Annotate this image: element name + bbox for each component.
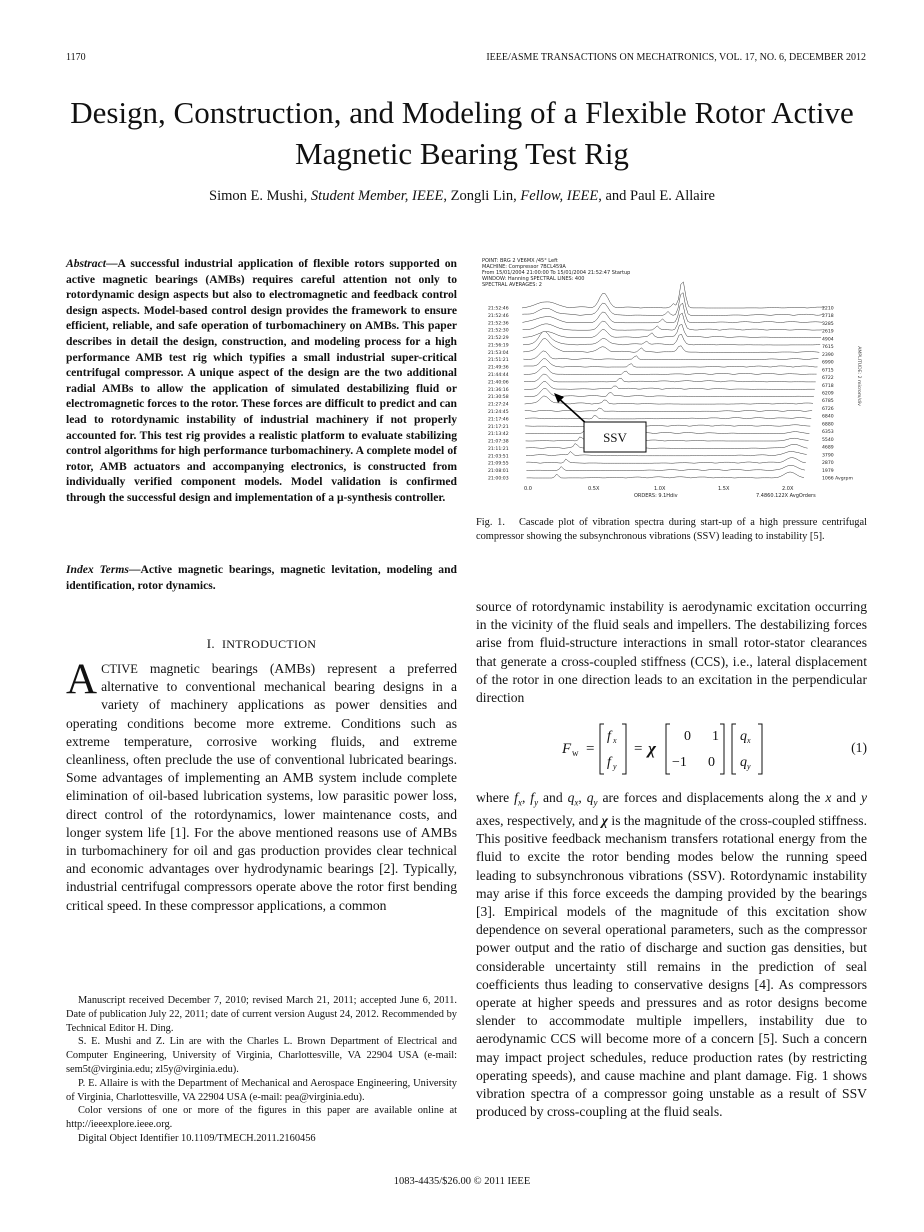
speed-label: 2718	[822, 314, 834, 320]
equation-svg	[476, 720, 816, 778]
x-tick-label: 1.5X	[718, 486, 730, 492]
spectrum-line	[524, 382, 815, 390]
speed-label: 6990	[822, 360, 834, 366]
time-label: 21:52:29	[488, 336, 509, 342]
time-label: 21:13:42	[488, 432, 509, 438]
index-terms-text: —Active magnetic bearings, magnetic levitation, modeling and identification, rotor dynamics.	[66, 563, 457, 592]
author-1: Simon E. Mushi,	[209, 188, 308, 204]
speed-label: 5540	[822, 437, 834, 443]
time-label: 21:09:55	[488, 461, 509, 467]
eq-equals-2: =	[634, 741, 643, 757]
spectrum-line	[525, 415, 811, 419]
time-label: 21:51:21	[488, 358, 509, 364]
speed-label: 6880	[822, 422, 834, 428]
text-run: are forces and displacements along the	[597, 790, 826, 805]
time-label: 21:52:30	[488, 328, 509, 334]
spectrum-line	[523, 324, 821, 337]
time-label: 21:52:36	[488, 321, 509, 327]
footnote-color: Color versions of one or more of the figures in this paper are available online at http://ieeexplore.ieee.org.	[66, 1105, 457, 1131]
running-head	[66, 52, 866, 66]
speed-label: 2870	[822, 461, 834, 467]
x-tick-label: 0.5X	[588, 486, 600, 492]
plot-header-line: From 15/01/2004 21:00:00 To 15/01/2004 21:52:47 Startup	[482, 270, 631, 276]
spectrum-line	[525, 396, 813, 404]
page-number: 1170	[66, 52, 86, 63]
time-label: 21:44:44	[488, 373, 509, 379]
abstract	[66, 256, 457, 506]
speed-label: 6718	[822, 383, 834, 389]
speed-label: 6785	[822, 399, 834, 405]
eq-q-bottom: q	[740, 755, 747, 770]
speed-label: 2390	[822, 352, 834, 358]
time-label: 21:40:06	[488, 380, 509, 386]
x-tick-label: 2.0X	[782, 486, 794, 492]
eq-m12: 1	[712, 729, 719, 744]
speed-label: 2210	[822, 306, 834, 312]
plot-header-line: POINT: BRG 2 VE6MX /45° Left	[482, 258, 558, 264]
math-var: x	[825, 790, 832, 805]
text-run: and	[538, 790, 568, 805]
math-var: f	[514, 790, 518, 805]
x-tick-label: 1.0X	[654, 486, 666, 492]
index-terms	[66, 562, 457, 593]
math-var: q	[567, 790, 575, 805]
ssv-label: SSV	[603, 430, 627, 445]
author-1-role: Student Member, IEEE	[310, 188, 444, 204]
index-terms-label: Index Terms	[66, 563, 129, 576]
plot-header-line: WINDOW: Hanning SPECTRAL LINES: 400	[482, 276, 585, 282]
eq-lhs-sub: w	[572, 748, 579, 758]
speed-label: 7615	[822, 345, 834, 351]
speed-label: 3285	[822, 321, 834, 327]
time-label: 21:30:58	[488, 395, 509, 401]
time-label: 21:52:46	[488, 313, 509, 319]
x-tick-label: 0.0	[524, 486, 532, 492]
cascade-plot-svg	[478, 256, 864, 500]
math-sub: x	[574, 797, 579, 808]
figure-cascade-plot	[478, 256, 864, 500]
spectrum-line	[526, 452, 807, 456]
figure-caption	[476, 516, 867, 544]
author-line	[40, 188, 884, 205]
spectrum-line	[524, 359, 818, 367]
spectrum-line	[524, 388, 814, 396]
spectrum-line	[526, 437, 809, 441]
time-label: 21:49:36	[488, 365, 509, 371]
time-label: 21:27:24	[488, 402, 509, 408]
eq-m21: −1	[672, 755, 687, 770]
math-sub: x	[517, 797, 522, 808]
eq-f-bottom: f	[607, 755, 611, 770]
footnote-mushi-lin: S. E. Mushi and Z. Lin are with the Charles L. Brown Department of Electrical and Computer Engineering, University of Virginia, Charlottesville, VA 22904 USA (e-mail: sem5t@virginia.edu; zl5y@virginia.edu).	[66, 1036, 457, 1075]
plot-header-line: SPECTRAL AVERAGES: 2	[482, 282, 542, 288]
paper-title: Design, Construction, and Modeling of a Flexible Rotor Active Magnetic Bearing Test Rig	[70, 95, 854, 171]
eq-f-top-sub: x	[613, 736, 617, 745]
eq-m22: 0	[708, 755, 715, 770]
section-title: INTRODUCTION	[222, 637, 317, 651]
time-label: 21:07:38	[488, 439, 509, 445]
introduction-paragraph	[66, 656, 457, 915]
speed-label: 4689	[822, 445, 834, 451]
drop-cap: A	[66, 656, 98, 703]
speed-label: 4904	[822, 337, 834, 343]
math-sub: y	[593, 797, 598, 808]
caption-text: Cascade plot of vibration spectra during start-up of a high pressure centrifugal compressor showing the subsynchronous vibrations (SSV) leading to instability [5].	[476, 517, 867, 542]
text-run: axes, respectively, and	[476, 812, 602, 828]
speed-label: 6726	[822, 406, 834, 412]
abstract-text: —A successful industrial application of flexible rotors supported on active magnetic bearings (AMBs) requires careful attention not only to rotordynamic design aspects but also to electromagnetic and feedback control design aspects. Model-based control design provides the framework to ensure efficient, reliable, and safe operation of turbomachinery on AMBs. This paper describes in detail the design, construction, and modeling process for a high performance AMB test rig which typifies a small industrial super-critical centrifugal compressor. A unique aspect of the design are the two additional radial AMBs to allow the application of simulated destabilizing fluid or electromagnetic forces to the rotor. These forces are difficult to predict and can lead to rotordynamic instability of industrial machinery if not properly accounted for. This test rig provides a realistic platform to evaluate stabilizing control algorithms for high performance turbomachinery. A complete model of rotor, AMB actuators and accompanying electronics, is constructed from individually verified component models. Model validation is confirmed through the successful design and implementation of a μ-synthesis controller.	[66, 257, 457, 504]
copyright-footer: 1083-4435/$26.00 © 2011 IEEE	[393, 1176, 531, 1187]
eq-q-top-sub: x	[747, 736, 751, 745]
time-label: 21:11:21	[488, 446, 509, 452]
speed-label: 1066 Avgrpm	[822, 476, 853, 482]
text-run: where	[476, 790, 515, 805]
spectrum-line	[526, 458, 806, 464]
text-run: and	[831, 790, 861, 805]
spectrum-line	[525, 423, 810, 427]
plot-header-line: MACHINE: Compressor 7BCL459A	[482, 264, 566, 270]
time-label: 21:17:21	[488, 424, 509, 430]
math-var: q	[586, 790, 594, 805]
speed-label: 6840	[822, 414, 834, 420]
spectrum-line	[524, 366, 817, 374]
caption-label: Fig. 1.	[476, 517, 505, 528]
time-label: 21:53:04	[488, 350, 509, 356]
footnote-allaire: P. E. Allaire is with the Department of Mechanical and Aerospace Engineering, University of Virginia, Charlottesville, VA 22904 USA (e-mail: pea@virginia.edu).	[66, 1077, 457, 1103]
math-var: y	[860, 790, 867, 805]
spectrum-line	[526, 465, 805, 470]
spectrum-line	[524, 374, 816, 382]
abstract-label: Abstract	[66, 257, 106, 270]
spectrum-line	[526, 444, 808, 449]
eq-q-bottom-sub: y	[747, 762, 751, 771]
time-label: 21:52:46	[488, 306, 509, 312]
eq-f-top: f	[607, 729, 611, 744]
speed-label: 6353	[822, 430, 834, 436]
author-3: , and Paul E. Allaire	[598, 188, 715, 204]
section-numeral: I.	[206, 636, 215, 651]
time-label: 21:24:45	[488, 409, 509, 415]
spectrum-line	[525, 430, 809, 434]
footnotes	[66, 994, 457, 1146]
body-paragraph-2	[476, 789, 867, 1121]
text-run: is the magnitude of the cross-coupled stiffness. This positive feedback mechanism transfers rotational energy from the fluid to excite the rotor bending modes below the running speed leading to subsynchronous vibrations (SSV). Rotordynamic instability may arise if this force exceeds the damping provided by the bearings [3]. Empirical models of the magnitude of this excitation show dependence on several operational parameters, such as the compressor power output and the ratio of discharge and suction gas densities, but considerable uncertainty still remains in the prediction of seal coefficients thus leading to conservative designs [4]. As compressors operate at higher speeds and pressures and as rotor designs become slender to accommodate multiple impellers, instability due to aerodynamic CCS will become more of a concern [5]. Such a concern may impact project schedules, reduce production rates (by restricting operating speeds), and cause machine and plant damage. Fig. 1 shows vibration spectra of a compressor going unstable as a result of SSV produced by cross-coupling at the fluid seals.	[476, 812, 867, 1120]
eq-chi: χ	[648, 739, 656, 758]
speed-label: 6209	[822, 391, 834, 397]
spectrum-line	[523, 313, 822, 330]
speed-label: 3790	[822, 453, 834, 459]
section-heading	[66, 636, 457, 652]
speed-label: 6715	[822, 368, 834, 374]
spectrum-line	[527, 472, 804, 478]
equation-1	[476, 720, 867, 778]
spectrum-line	[525, 408, 812, 412]
eq-m11: 0	[684, 729, 691, 744]
footnote-doi: Digital Object Identifier 10.1109/TMECH.2011.2160456	[78, 1132, 316, 1144]
eq-q-top: q	[740, 729, 747, 744]
time-label: 21:03:51	[488, 454, 509, 460]
time-label: 21:56:19	[488, 343, 509, 349]
footnote-manuscript: Manuscript received December 7, 2010; revised March 21, 2011; accepted June 6, 2011. Date of publication July 22, 2011; date of current version August 24, 2012. Recommended by Technical Editor H. Ding.	[66, 995, 457, 1034]
speed-label: 2619	[822, 329, 834, 335]
body-paragraph-1: source of rotordynamic instability is aerodynamic excitation occurring in the vicinity of the fluid seals and impellers. The destabilizing forces arise from fluid-structure interactions in small rotor-stator clearances that generate a cross-coupled stiffness (CCS), i.e., lateral displacement of the rotor in one direction leads to an excitation in the perpendicular direction	[476, 599, 867, 706]
x-axis-footer: ORDERS: 9.1Hdiv	[634, 493, 678, 499]
time-label: 21:17:46	[488, 417, 509, 423]
intro-text: magnetic bearings (AMBs) represent a preferred alternative to conventional mechanical bearing designs in a variety of machinery applications as power densities and operating conditions become more extreme. Conditions such as extreme temperature, corrosive working fluids, and extreme cleanliness, often preclude the use of conventional lubricated bearings. Some advantages of implementing an AMB system include complete elimination of oil-based lubrication systems, low parasitic power loss, direct control of the rotordynamics, lower maintenance costs, and longer system life [1]. For the above mentioned reasons use of AMBs in turbomachinery for oil and gas production provides clear technical and economic advantages over hydrodynamic bearings [2]. Typically, industrial centrifugal compressors operate above the rotor first bending critical speed. In these compressor applications, a common	[66, 661, 457, 913]
amplitude-side-label: AMPLITUDE: 2 microm/div	[856, 346, 861, 406]
author-2-role: Fellow, IEEE	[520, 188, 599, 204]
intro-lead: CTIVE	[101, 662, 138, 676]
x-axis-footer-right: 7.4860.122X AvgOrders	[756, 493, 816, 499]
author-2: , Zongli Lin,	[443, 188, 517, 204]
speed-label: 6722	[822, 376, 834, 382]
math-sub: y	[534, 797, 539, 808]
spectrum-line	[523, 339, 819, 353]
text-run: ,	[521, 790, 531, 805]
eq-f-bottom-sub: y	[613, 762, 617, 771]
time-label: 21:00:03	[488, 476, 509, 482]
time-label: 21:08:01	[488, 469, 509, 475]
eq-equals: =	[586, 741, 595, 757]
text-run: ,	[578, 790, 587, 805]
spectrum-line	[523, 331, 820, 345]
equation-number: (1)	[851, 740, 867, 755]
math-var: χ	[601, 812, 608, 828]
time-label: 21:36:16	[488, 387, 509, 393]
spectrum-line	[522, 282, 825, 308]
speed-label: 1979	[822, 468, 834, 474]
journal-name: IEEE/ASME TRANSACTIONS ON MECHATRONICS, VOL. 17, NO. 6, DECEMBER 2012	[486, 52, 866, 63]
eq-lhs: F	[562, 741, 572, 757]
math-var: f	[530, 790, 535, 805]
